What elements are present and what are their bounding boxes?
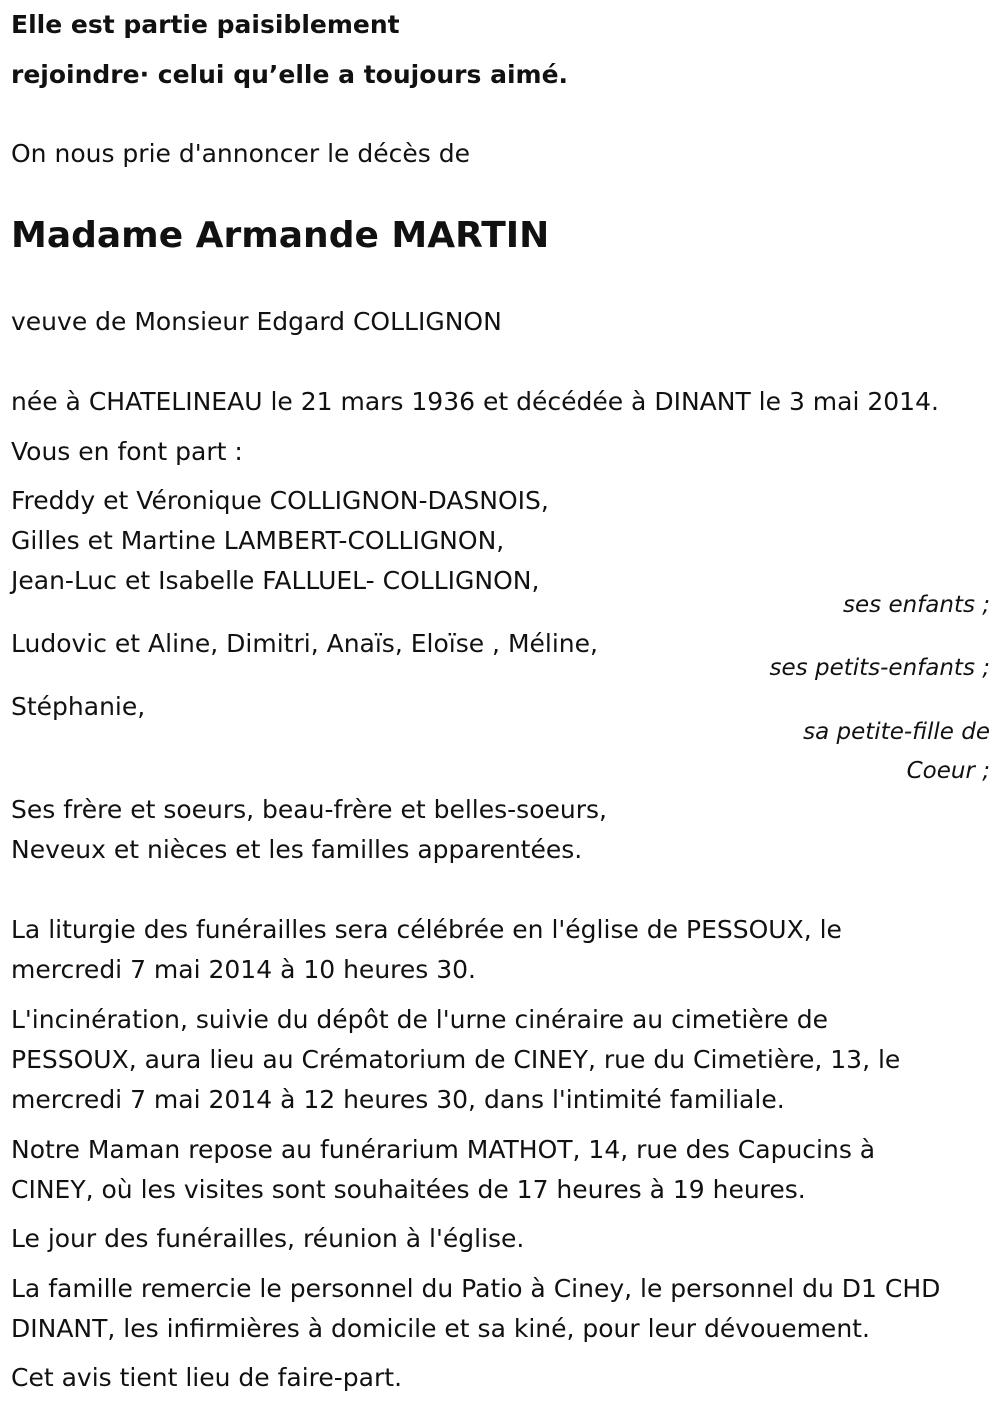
child-line-3: Jean-Luc et Isabelle FALLUEL- COLLIGNON,: [11, 566, 540, 595]
funerarium-line-1: Notre Maman repose au funérarium MATHOT, 14, rue des Capucins à: [11, 1135, 876, 1164]
relatives-line-2: Neveux et nièces et les familles apparentées.: [11, 835, 583, 864]
thanks-line-2: DINANT, les infirmières à domicile et sa kiné, pour leur dévouement.: [11, 1314, 870, 1343]
cremation-line-2: PESSOUX, aura lieu au Crématorium de CINEY, rue du Cimetière, 13, le: [11, 1045, 901, 1074]
announcement-text: On nous prie d'annoncer le décès de: [11, 139, 470, 168]
epigraph-line-2: rejoindre· celui qu’elle a toujours aimé.: [11, 60, 569, 89]
liturgy-line-2: mercredi 7 mai 2014 à 10 heures 30.: [11, 955, 477, 984]
cremation-line-1: L'incinération, suivie du dépôt de l'urne cinéraire au cimetière de: [11, 1005, 828, 1034]
child-line-1: Freddy et Véronique COLLIGNON-DASNOIS,: [11, 486, 549, 515]
grandchildren-line: Ludovic et Aline, Dimitri, Anaïs, Eloïse , Méline,: [11, 629, 598, 658]
heart-role-line-1: sa petite-fille de: [803, 719, 990, 745]
thanks-line-1: La famille remercie le personnel du Patio à Ciney, le personnel du D1 CHD: [11, 1274, 941, 1303]
deceased-name: Madame Armande MARTIN: [11, 215, 550, 256]
closing-line: Cet avis tient lieu de faire-part.: [11, 1363, 403, 1392]
heart-role-line-2: Coeur ;: [906, 758, 990, 784]
funerarium-line-2: CINEY, où les visites sont souhaitées de 17 heures à 19 heures.: [11, 1175, 806, 1204]
epigraph-line-1: Elle est partie paisiblement: [11, 10, 400, 39]
liturgy-line-1: La liturgie des funérailles sera célébrée en l'église de PESSOUX, le: [11, 915, 842, 944]
cremation-line-3: mercredi 7 mai 2014 à 12 heures 30, dans l'intimité familiale.: [11, 1085, 785, 1114]
child-line-2: Gilles et Martine LAMBERT-COLLIGNON,: [11, 526, 505, 555]
meeting-line: Le jour des funérailles, réunion à l'église.: [11, 1224, 525, 1253]
grandchildren-role: ses petits-enfants ;: [769, 655, 990, 681]
relatives-line-1: Ses frère et soeurs, beau-frère et belles-soeurs,: [11, 795, 607, 824]
heart-granddaughter-line: Stéphanie,: [11, 692, 146, 721]
announcers-intro: Vous en font part :: [11, 437, 243, 466]
spouse-line: veuve de Monsieur Edgard COLLIGNON: [11, 307, 502, 336]
birth-death-line: née à CHATELINEAU le 21 mars 1936 et décédée à DINANT le 3 mai 2014.: [11, 387, 939, 416]
children-role: ses enfants ;: [843, 592, 990, 618]
